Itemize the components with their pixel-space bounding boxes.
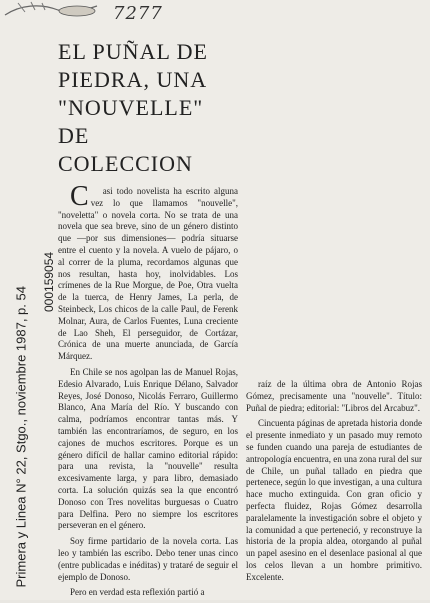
paragraph: Cincuenta páginas de apretada historia donde el presente inmediato y un pasado muy remoto se funden cuando una pareja de estudiantes de antropología encuentra, en una zona rural del sur de Chile, un puñal tallado en piedra que pertenece, según lo que investigan, a una cultura hace mucho extinguida. Con gran oficio y perfecta fluidez, Rojas Gómez desarrolla paralelamente la investigación sobre el objeto y la comunidad a que perteneció, y reconstruye la historia de la propia aldea, otorgando al puñal un papel asesino en el desenlace pasional al que los celos llevan a un hombre primitivo. Excelente.: [246, 418, 422, 582]
headline-line: EL PUÑAL DE: [58, 39, 208, 64]
drop-cap: C: [70, 181, 89, 212]
article-headline: [58, 38, 358, 178]
handwritten-record-code: 000159054: [42, 251, 56, 312]
paragraph: raíz de la última obra de Antonio Rojas Gómez, precisamente una "nouvelle". Título: Puñal de piedra; editorial: "Libros del Arcabuz".: [246, 379, 422, 413]
catalog-number: 7277: [113, 3, 163, 24]
right-article-column: [246, 379, 422, 588]
handwritten-source-note: Primera y Linea N° 22, Stgo., noviembre 1987, p. 54: [13, 286, 29, 588]
paragraph: En Chile se nos agolpan las de Manuel Rojas, Edesio Alvarado, Luis Enrique Délano, Salvador Reyes, José Donoso, Nicolás Ferraro, Guillermo Blanco, Ana María del Río. Y buscando con calma, podríamos encontrar tantas más. Y también las encontraríamos, de seguro, en los cajones de muchos escritores. Porque es un género difícil de hallar camino editorial rápido: para una revista, la "nouvelle" resulta excesivamente larga, y para libro, demasiado corta. La solución quizás sea la que encontró Donoso con Tres novelitas burguesas o Cuatro para Delfina. Pero no siempre los escritores perseveran en el género.: [58, 366, 238, 531]
headline-line: PIEDRA, UNA: [58, 67, 208, 92]
left-article-column: [58, 181, 238, 603]
paragraph: Pero en verdad esta reflexión partió a: [70, 587, 205, 598]
bird-illustration: [0, 0, 110, 24]
headline-line: "NOUVELLE": [58, 95, 204, 120]
headline-line: DE: [58, 123, 90, 148]
headline-line: COLECCION: [58, 151, 193, 176]
paragraph: C asi todo novelista ha escrito alguna vez lo que llamamos "nouvelle", "noveletta" o novela corta. No se trata de una novela que sea breve, sino de un género distinto que —por sus dimensiones— podría situarse entre el cuento y la novela. A vuelo de pájaro, o al correr de la pluma, recordamos algunas que nos resultan, hasta hoy, inolvidables. Los crímenes de la Rue Morgue, de Poe, Otra vuelta de la tuerca, de Henry James, La perla, de Steinbeck, Los chicos de la calle Paul, de Ferenk Molnar, Aura, de Carlos Fuentes, Luna creciente de Lao Sheh, El perseguidor, de Cortázar, Crónica de una muerte anunciada, de García Márquez.: [58, 181, 238, 362]
paragraph: Soy firme partidario de la novela corta. Las leo y también las escribo. Debo tener unas cinco (entre publicadas e inéditas) y trataré de seguir el ejemplo de Donoso.: [58, 536, 238, 582]
